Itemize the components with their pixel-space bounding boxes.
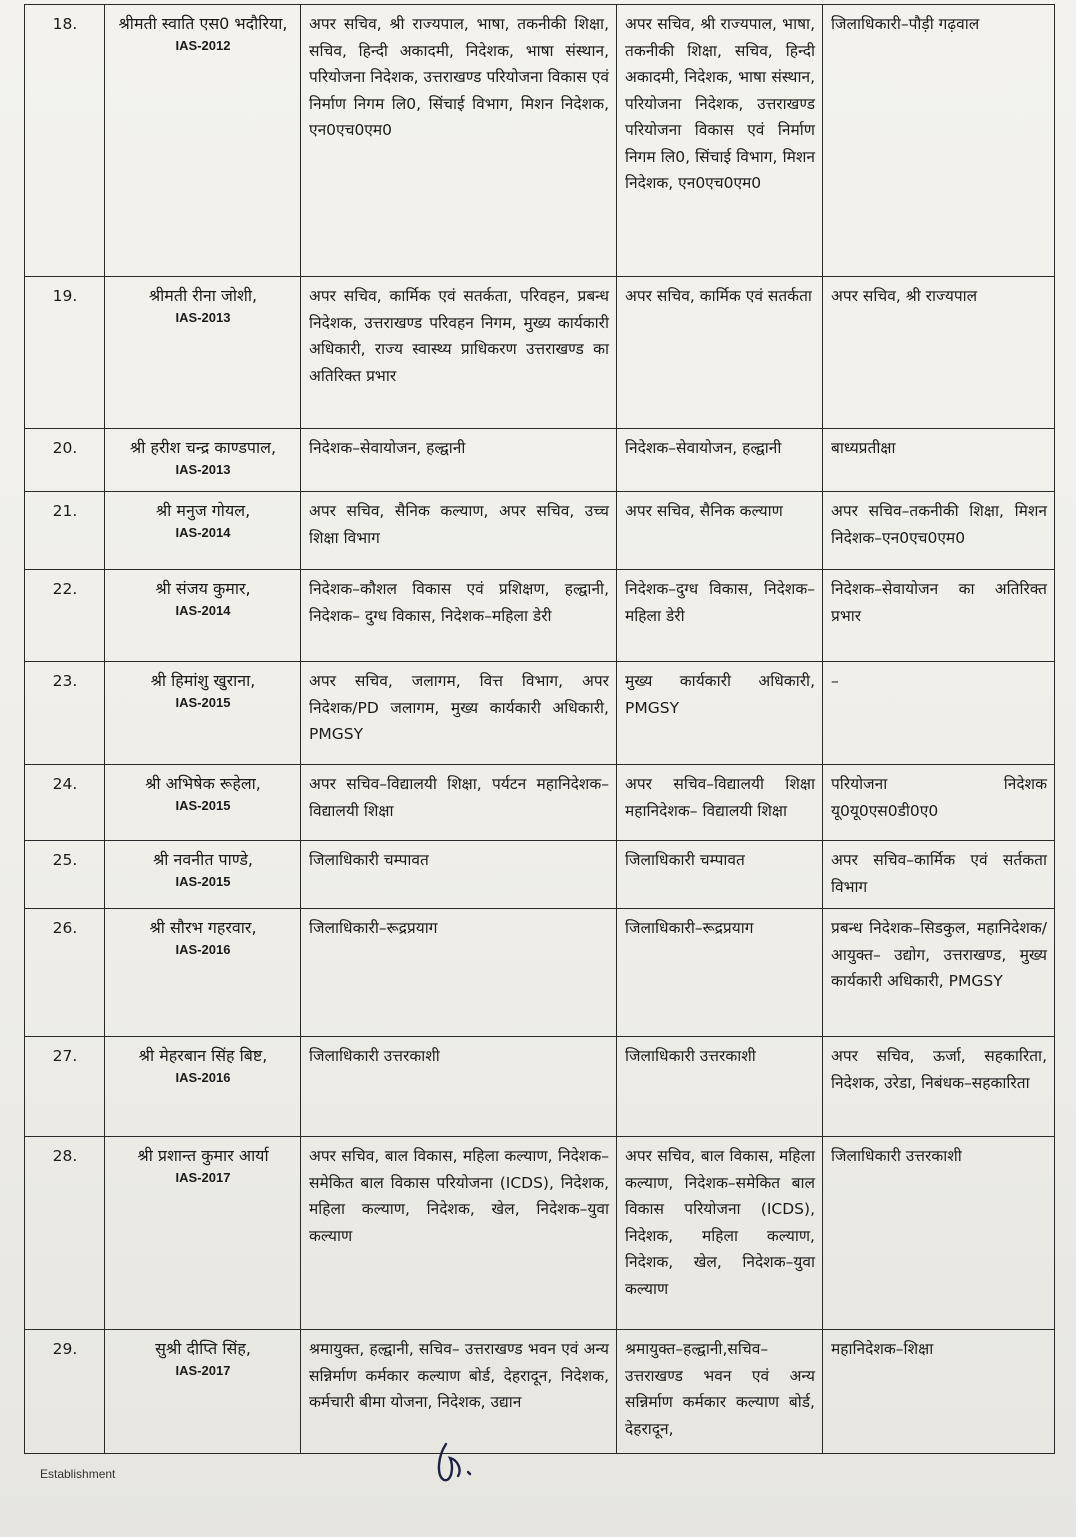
table-row	[25, 765, 1055, 841]
relieved-from: निदेशक–दुग्ध विकास, निदेशक–महिला डेरी	[617, 570, 823, 662]
new-posting: अपर सचिव, श्री राज्यपाल	[823, 277, 1055, 429]
new-posting: प्रबन्ध निदेशक–सिडकुल, महानिदेशक/आयुक्त– उद्योग, उत्तराखण्ड, मुख्य कार्यकारी अधिकारी, PMGSY	[823, 909, 1055, 1037]
current-posting: अपर सचिव, जलागम, वित्त विभाग, अपर निदेशक/PD जलागम, मुख्य कार्यकारी अधिकारी, PMGSY	[301, 662, 617, 765]
officer-name: श्रीमती रीना जोशी,	[148, 286, 258, 305]
new-posting: निदेशक–सेवायोजन का अतिरिक्त प्रभार	[823, 570, 1055, 662]
officer-batch: IAS-2014	[175, 525, 231, 540]
table-row	[25, 277, 1055, 429]
relieved-from: मुख्य कार्यकारी अधिकारी, PMGSY	[617, 662, 823, 765]
new-posting: परियोजना निदेशक यू0यू0एस0डी0ए0	[823, 765, 1055, 841]
current-posting: निदेशक–सेवायोजन, हल्द्वानी	[301, 429, 617, 492]
relieved-from: अपर सचिव–विद्यालयी शिक्षा महानिदेशक– विद्यालयी शिक्षा	[617, 765, 823, 841]
serial-number: 19.	[25, 277, 105, 429]
officer-name: श्री मनुज गोयल,	[155, 501, 251, 520]
new-posting: जिलाधिकारी उत्तरकाशी	[823, 1137, 1055, 1330]
relieved-from: जिलाधिकारी उत्तरकाशी	[617, 1037, 823, 1137]
officer-batch: IAS-2015	[175, 798, 231, 813]
officer-name-cell	[105, 909, 301, 1037]
officer-name: श्री अभिषेक रूहेला,	[145, 774, 261, 793]
officer-name-cell	[105, 1137, 301, 1330]
officer-batch: IAS-2017	[175, 1170, 231, 1185]
new-posting: अपर सचिव–तकनीकी शिक्षा, मिशन निदेशक–एन0एच0एम0	[823, 492, 1055, 570]
officer-name-cell	[105, 662, 301, 765]
serial-number: 24.	[25, 765, 105, 841]
officer-name-cell	[105, 5, 301, 277]
officer-batch: IAS-2013	[175, 310, 231, 325]
officer-name-cell	[105, 1330, 301, 1454]
officer-name: श्री हरीश चन्द्र काण्डपाल,	[129, 438, 277, 457]
current-posting: अपर सचिव–विद्यालयी शिक्षा, पर्यटन महानिदेशक– विद्यालयी शिक्षा	[301, 765, 617, 841]
current-posting: जिलाधिकारी उत्तरकाशी	[301, 1037, 617, 1137]
officer-batch: IAS-2012	[175, 38, 231, 53]
serial-number: 25.	[25, 841, 105, 909]
serial-number: 23.	[25, 662, 105, 765]
new-posting: अपर सचिव–कार्मिक एवं सर्तकता विभाग	[823, 841, 1055, 909]
footer-label: Establishment	[40, 1467, 116, 1481]
relieved-from: अपर सचिव, श्री राज्यपाल, भाषा, तकनीकी शिक्षा, सचिव, हिन्दी अकादमी, निदेशक, भाषा संस्थान, परियोजना निदेशक, उत्तराखण्ड परियोजना विकास एवं निर्माण निगम लि0, सिंचाई विभाग, मिशन निदेशक, एन0एच0एम0	[617, 5, 823, 277]
officer-name: श्री सौरभ गहरवार,	[149, 918, 257, 937]
serial-number: 20.	[25, 429, 105, 492]
officer-name-cell	[105, 570, 301, 662]
table-row	[25, 662, 1055, 765]
table-row	[25, 570, 1055, 662]
current-posting: निदेशक–कौशल विकास एवं प्रशिक्षण, हल्द्वानी, निदेशक– दुग्ध विकास, निदेशक–महिला डेरी	[301, 570, 617, 662]
officer-batch: IAS-2014	[175, 603, 231, 618]
signature-initials	[432, 1436, 492, 1486]
officer-name: श्री नवनीत पाण्डे,	[152, 850, 254, 869]
serial-number: 27.	[25, 1037, 105, 1137]
table-row	[25, 841, 1055, 909]
officer-name: श्री संजय कुमार,	[155, 579, 251, 598]
officer-batch: IAS-2015	[175, 695, 231, 710]
officer-name: श्री मेहरबान सिंह बिष्ट,	[138, 1046, 268, 1065]
table-row	[25, 1037, 1055, 1137]
officer-batch: IAS-2016	[175, 942, 231, 957]
new-posting: –	[823, 662, 1055, 765]
current-posting: अपर सचिव, सैनिक कल्याण, अपर सचिव, उच्च शिक्षा विभाग	[301, 492, 617, 570]
officer-batch: IAS-2015	[175, 874, 231, 889]
serial-number: 29.	[25, 1330, 105, 1454]
serial-number: 22.	[25, 570, 105, 662]
relieved-from: निदेशक–सेवायोजन, हल्द्वानी	[617, 429, 823, 492]
table-row	[25, 429, 1055, 492]
officer-name: श्रीमती स्वाति एस0 भदौरिया,	[118, 14, 288, 33]
current-posting: जिलाधिकारी चम्पावत	[301, 841, 617, 909]
current-posting: अपर सचिव, बाल विकास, महिला कल्याण, निदेशक– समेकित बाल विकास परियोजना (ICDS), निदेशक, महिला कल्याण, निदेशक, खेल, निदेशक–युवा कल्याण	[301, 1137, 617, 1330]
current-posting: श्रमायुक्त, हल्द्वानी, सचिव– उत्तराखण्ड भवन एवं अन्य सन्निर्माण कर्मकार कल्याण बोर्ड, देहरादून, निदेशक, कर्मचारी बीमा योजना, निदेशक, उद्यान	[301, 1330, 617, 1454]
current-posting: अपर सचिव, कार्मिक एवं सतर्कता, परिवहन, प्रबन्ध निदेशक, उत्तराखण्ड परिवहन निगम, मुख्य कार्यकारी अधिकारी, राज्य स्वास्थ्य प्राधिकरण उत्तराखण्ड का अतिरिक्त प्रभार	[301, 277, 617, 429]
table-row	[25, 1137, 1055, 1330]
new-posting: जिलाधिकारी–पौड़ी गढ़वाल	[823, 5, 1055, 277]
officer-name-cell	[105, 492, 301, 570]
serial-number: 21.	[25, 492, 105, 570]
relieved-from: अपर सचिव, सैनिक कल्याण	[617, 492, 823, 570]
relieved-from: श्रमायुक्त–हल्द्वानी,सचिव– उत्तराखण्ड भवन एवं अन्य सन्निर्माण कर्मकार कल्याण बोर्ड, देहरादून,	[617, 1330, 823, 1454]
current-posting: अपर सचिव, श्री राज्यपाल, भाषा, तकनीकी शिक्षा, सचिव, हिन्दी अकादमी, निदेशक, भाषा संस्थान, परियोजना निदेशक, उत्तराखण्ड परियोजना विकास एवं निर्माण निगम लि0, सिंचाई विभाग, मिशन निदेशक, एन0एच0एम0	[301, 5, 617, 277]
officer-name-cell	[105, 841, 301, 909]
current-posting: जिलाधिकारी–रूद्रप्रयाग	[301, 909, 617, 1037]
officer-name-cell	[105, 765, 301, 841]
officer-batch: IAS-2016	[175, 1070, 231, 1085]
relieved-from: अपर सचिव, बाल विकास, महिला कल्याण, निदेशक–समेकित बाल विकास परियोजना (ICDS), निदेशक, महिला कल्याण, निदेशक, खेल, निदेशक–युवा कल्याण	[617, 1137, 823, 1330]
officer-name: सुश्री दीप्ति सिंह,	[155, 1339, 251, 1358]
relieved-from: अपर सचिव, कार्मिक एवं सतर्कता	[617, 277, 823, 429]
relieved-from: जिलाधिकारी–रूद्रप्रयाग	[617, 909, 823, 1037]
serial-number: 28.	[25, 1137, 105, 1330]
officer-name: श्री प्रशान्त कुमार आर्या	[137, 1146, 269, 1165]
serial-number: 26.	[25, 909, 105, 1037]
table-row	[25, 5, 1055, 277]
new-posting: बाध्यप्रतीक्षा	[823, 429, 1055, 492]
relieved-from: जिलाधिकारी चम्पावत	[617, 841, 823, 909]
new-posting: अपर सचिव, ऊर्जा, सहकारिता, निदेशक, उरेडा, निबंधक–सहकारिता	[823, 1037, 1055, 1137]
new-posting: महानिदेशक–शिक्षा	[823, 1330, 1055, 1454]
table-row	[25, 909, 1055, 1037]
officer-name-cell	[105, 1037, 301, 1137]
serial-number: 18.	[25, 5, 105, 277]
officer-batch: IAS-2013	[175, 462, 231, 477]
officer-batch: IAS-2017	[175, 1363, 231, 1378]
officer-name-cell	[105, 429, 301, 492]
transfer-order-table	[24, 4, 1055, 1454]
officer-name-cell	[105, 277, 301, 429]
officer-name: श्री हिमांशु खुराना,	[150, 671, 256, 690]
table-row	[25, 492, 1055, 570]
table-row	[25, 1330, 1055, 1454]
